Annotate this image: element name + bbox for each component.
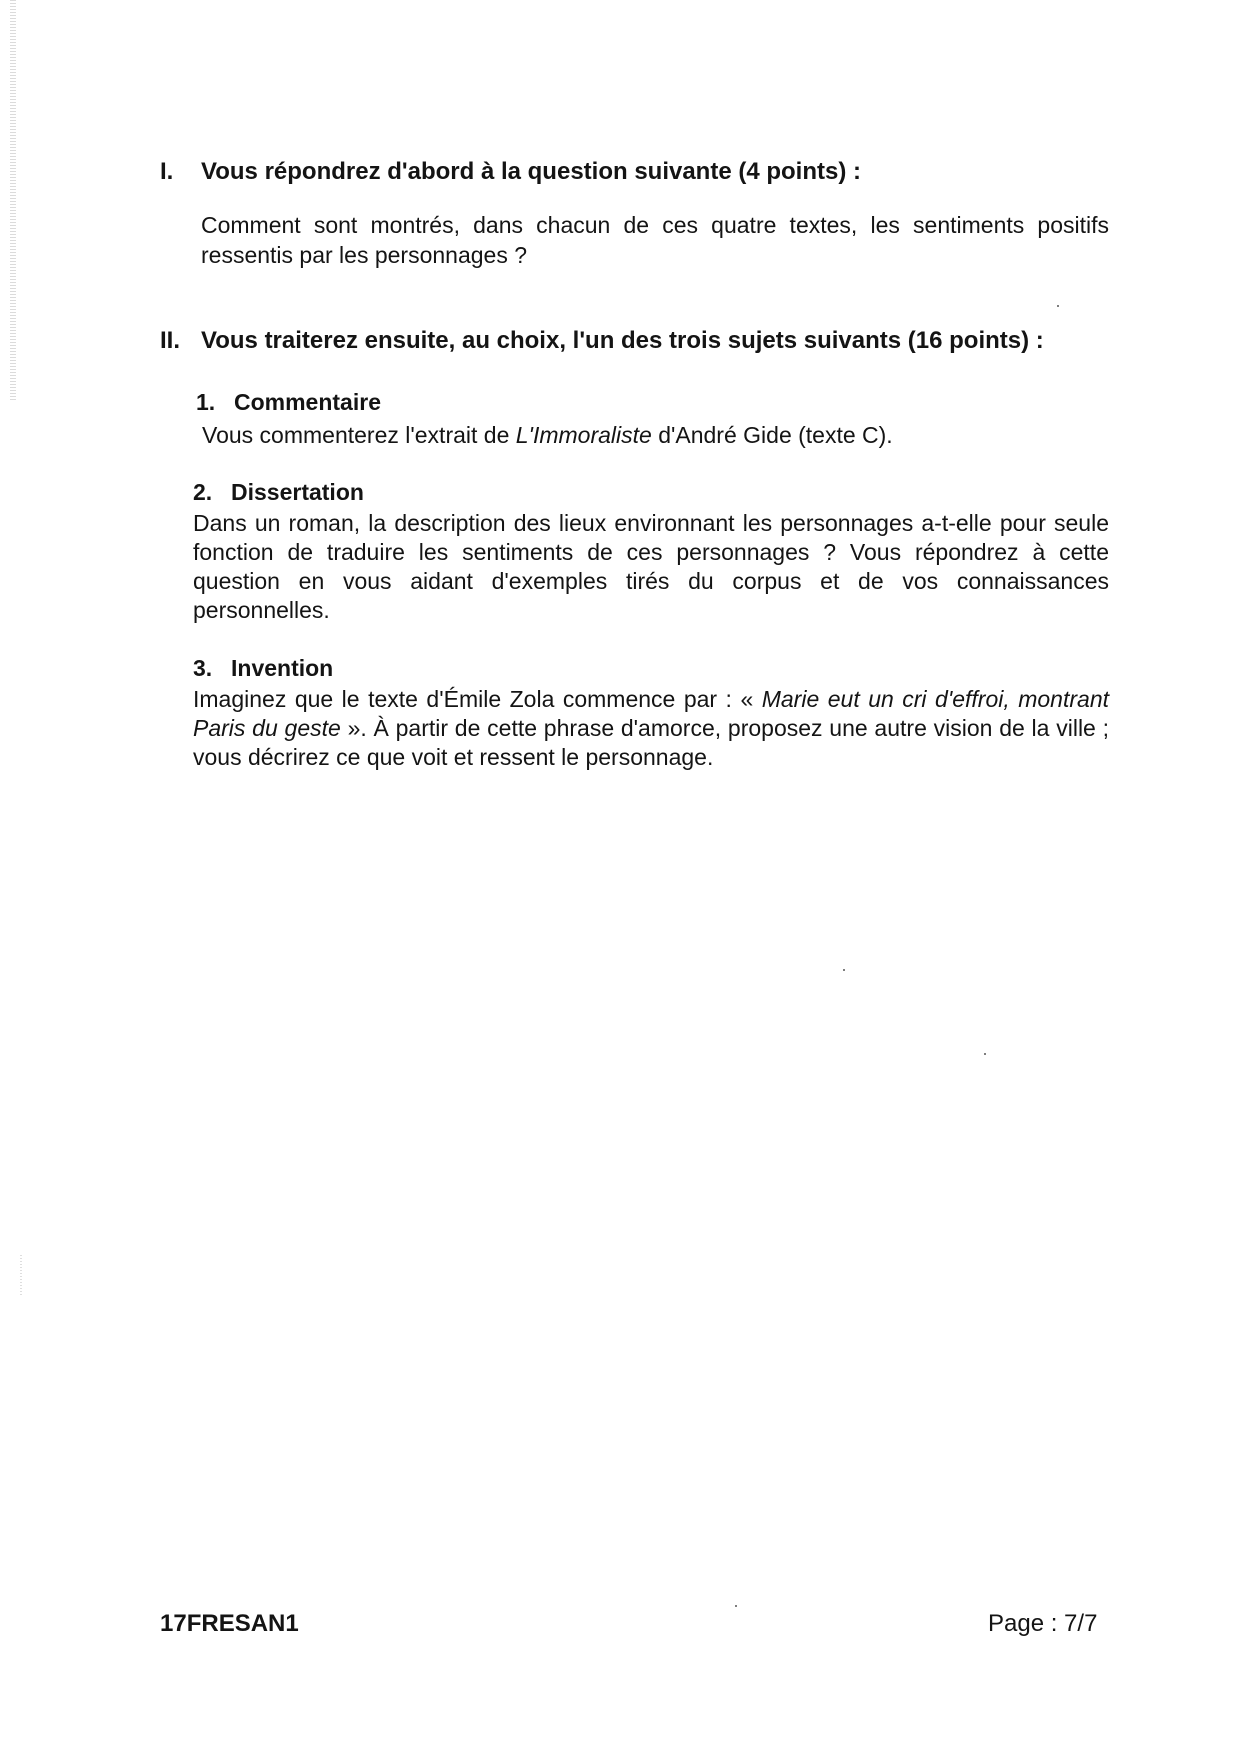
subject-3-title: Invention (231, 655, 334, 681)
scan-edge-artifact (10, 0, 16, 400)
scan-speck (735, 1605, 737, 1607)
scan-speck (984, 1053, 986, 1055)
scan-speck (843, 969, 845, 971)
section-2-number: II. (160, 327, 181, 354)
section-1-question: Comment sont montrés, dans chacun de ces quatre textes, les sentiments positifs ressentis par les personnages ? (201, 212, 1109, 268)
section-2-heading-text: Vous traiterez ensuite, au choix, l'un des trois sujets suivants (16 points) : (201, 327, 1044, 354)
subject-2-number: 2. (193, 479, 213, 505)
section-1-heading (160, 158, 861, 186)
subject-1-heading (196, 389, 381, 416)
subject-1-work-title: L'Immoraliste (515, 422, 652, 448)
subject-3-text-before: Imaginez que le texte d'Émile Zola commence par : « (193, 686, 762, 712)
section-1-number: I. (160, 158, 174, 185)
subject-1-number: 1. (196, 389, 216, 415)
subject-3-heading (193, 655, 333, 682)
subject-3-number: 3. (193, 655, 213, 681)
subject-3-quote: Marie eut un cri d'effroi, montrant Paris du geste (193, 686, 1109, 741)
section-1-heading-text: Vous répondrez d'abord à la question suivante (4 points) : (201, 158, 861, 185)
subject-3-text (193, 685, 1109, 772)
subject-2-title: Dissertation (231, 479, 364, 505)
exam-code: 17FRESAN1 (160, 1610, 299, 1637)
subject-1-text-after: d'André Gide (texte C). (651, 422, 893, 448)
subject-2-text: Dans un roman, la description des lieux environnant les personnages a-t-elle pour seule fonction de traduire les sentiments de ces personnages ? Vous répondrez à cette question en vous aidant d'exemples tirés du corpus et de vos connaissances personnelles. (193, 510, 1109, 623)
subject-2-heading (193, 479, 364, 506)
scan-edge-artifact (20, 1255, 22, 1295)
scan-speck (1057, 305, 1059, 307)
subject-1-text-before: Vous commenterez l'extrait de (202, 422, 516, 448)
section-2-heading (160, 327, 1044, 355)
subject-1-title: Commentaire (234, 389, 381, 415)
page-number: Page : 7/7 (988, 1610, 1098, 1637)
subject-3-text-after: ». À partir de cette phrase d'amorce, proposez une autre vision de la ville ; vous décrirez ce que voit et ressent le personnage. (193, 715, 1110, 770)
subject-1-text (202, 422, 893, 449)
